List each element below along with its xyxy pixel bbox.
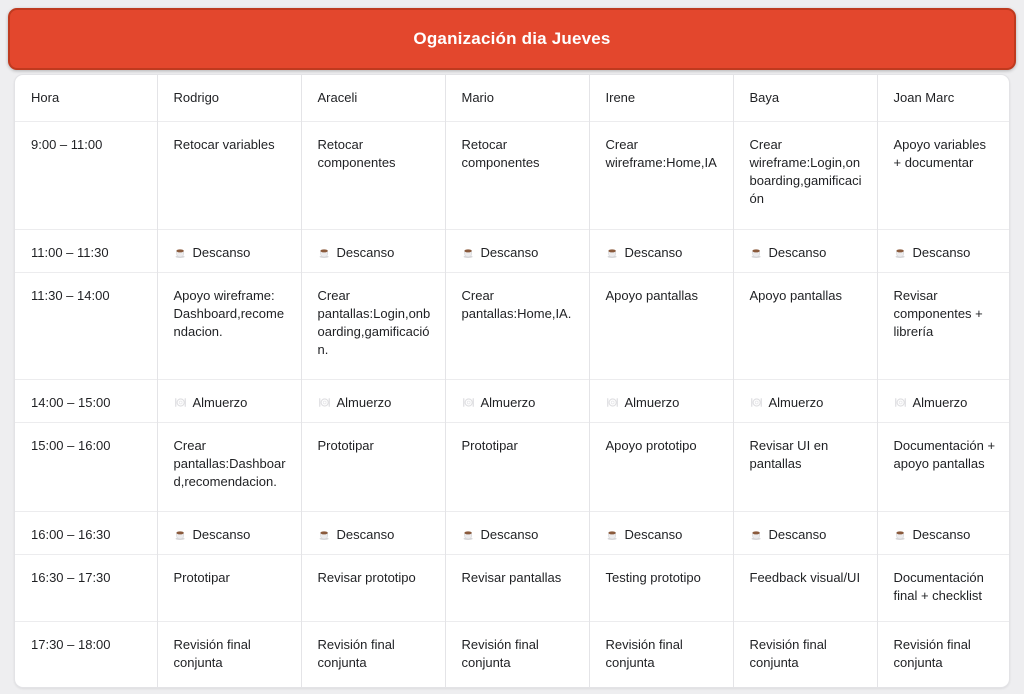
task-cell <box>301 272 445 379</box>
task-cell <box>445 379 589 422</box>
task-text: Crear pantallas:Dashboard,recomendacion. <box>173 437 286 489</box>
task-cell <box>733 511 877 554</box>
task-text: Almuerzo <box>768 394 824 410</box>
task-text: Revisión final conjunta <box>749 636 827 670</box>
task-cell <box>589 229 733 272</box>
task-cell <box>157 379 301 422</box>
task-cell <box>157 229 301 272</box>
task-text: Crear wireframe:Home,IA <box>605 136 717 170</box>
column-header-irene: Irene <box>589 75 733 121</box>
task-cell <box>877 511 1010 554</box>
task-cell <box>733 554 877 621</box>
column-header-baya: Baya <box>733 75 877 121</box>
time-cell: 17:30 – 18:00 <box>15 621 157 687</box>
coffee-icon <box>606 246 619 259</box>
task-cell <box>877 272 1010 379</box>
task-cell <box>301 229 445 272</box>
task-text: Descanso <box>480 244 539 260</box>
column-header-araceli: Araceli <box>301 75 445 121</box>
page-title: Oganización dia Jueves <box>413 29 611 48</box>
task-text: Descanso <box>336 526 395 542</box>
task-text: Almuerzo <box>624 394 680 410</box>
coffee-icon <box>894 246 907 259</box>
task-text: Revisión final conjunta <box>173 636 251 670</box>
task-text: Apoyo pantallas <box>605 287 699 303</box>
meal-icon <box>606 396 619 409</box>
coffee-icon <box>174 246 187 259</box>
table-row <box>15 511 1010 554</box>
schedule-card <box>14 74 1010 688</box>
meal-icon <box>462 396 475 409</box>
task-text: Apoyo wireframe: Dashboard,recomendacion. <box>173 287 285 339</box>
task-cell <box>733 621 877 687</box>
table-row <box>15 121 1010 229</box>
time-cell: 11:30 – 14:00 <box>15 272 157 379</box>
task-text: Descanso <box>768 526 827 542</box>
task-cell <box>733 121 877 229</box>
coffee-icon <box>318 528 331 541</box>
task-text: Crear pantallas:Login,onboarding,gamificación. <box>317 287 431 357</box>
meal-icon <box>894 396 907 409</box>
task-text: Descanso <box>192 244 251 260</box>
task-text: Almuerzo <box>912 394 968 410</box>
task-cell <box>589 621 733 687</box>
task-cell <box>157 511 301 554</box>
column-header-joan-marc: Joan Marc <box>893 89 955 105</box>
task-cell <box>877 422 1010 511</box>
task-text: Revisión final conjunta <box>461 636 539 670</box>
task-cell <box>157 422 301 511</box>
task-text: Descanso <box>912 526 971 542</box>
table-header <box>15 75 1010 121</box>
time-cell: 9:00 – 11:00 <box>15 121 157 229</box>
task-text: Feedback visual/UI <box>749 569 861 585</box>
task-text: Descanso <box>624 526 683 542</box>
time-cell: 16:30 – 17:30 <box>15 554 157 621</box>
task-text: Retocar componentes <box>461 136 540 170</box>
task-text: Revisar prototipo <box>317 569 416 585</box>
task-text: Almuerzo <box>480 394 536 410</box>
task-cell <box>157 272 301 379</box>
task-text: Prototipar <box>317 437 374 453</box>
task-text: Descanso <box>336 244 395 260</box>
task-cell <box>589 272 733 379</box>
task-cell <box>589 422 733 511</box>
task-text: Prototipar <box>461 437 518 453</box>
task-cell <box>733 229 877 272</box>
task-text: Documentación final + checklist <box>893 569 984 603</box>
task-cell <box>733 422 877 511</box>
task-cell <box>301 422 445 511</box>
task-cell <box>301 554 445 621</box>
task-text: Almuerzo <box>192 394 248 410</box>
column-header-rodrigo: Rodrigo <box>157 75 301 121</box>
task-cell <box>877 554 1010 621</box>
table-row <box>15 272 1010 379</box>
task-text: Apoyo variables + documentar <box>893 136 986 170</box>
task-cell <box>157 554 301 621</box>
coffee-icon <box>750 246 763 259</box>
task-text: Revisar pantallas <box>461 569 562 585</box>
coffee-icon <box>462 528 475 541</box>
task-text: Descanso <box>912 244 971 260</box>
task-text: Descanso <box>768 244 827 260</box>
task-cell <box>589 121 733 229</box>
coffee-icon <box>894 528 907 541</box>
table-row <box>15 229 1010 272</box>
task-cell <box>301 621 445 687</box>
table-row <box>15 422 1010 511</box>
coffee-icon <box>750 528 763 541</box>
task-text: Descanso <box>192 526 251 542</box>
task-cell <box>301 121 445 229</box>
task-cell <box>877 379 1010 422</box>
task-cell <box>589 379 733 422</box>
meal-icon <box>318 396 331 409</box>
task-text: Retocar componentes <box>317 136 396 170</box>
task-cell <box>733 379 877 422</box>
task-text: Revisar componentes + librería <box>893 287 983 339</box>
task-cell <box>157 121 301 229</box>
coffee-icon <box>606 528 619 541</box>
task-cell <box>301 379 445 422</box>
coffee-icon <box>174 528 187 541</box>
task-cell <box>301 511 445 554</box>
task-text: Prototipar <box>173 569 230 585</box>
task-cell <box>733 272 877 379</box>
task-cell <box>589 554 733 621</box>
task-text: Descanso <box>624 244 683 260</box>
task-cell <box>445 554 589 621</box>
task-cell <box>877 229 1010 272</box>
task-cell <box>877 121 1010 229</box>
task-cell <box>445 121 589 229</box>
table-body <box>15 121 1010 687</box>
task-text: Apoyo pantallas <box>749 287 843 303</box>
task-text: Revisión final conjunta <box>893 636 971 670</box>
column-header-hora: Hora <box>15 75 157 121</box>
meal-icon <box>750 396 763 409</box>
table-row <box>15 379 1010 422</box>
header-row <box>15 75 1010 121</box>
task-text: Revisión final conjunta <box>317 636 395 670</box>
task-cell <box>445 272 589 379</box>
task-text: Revisar UI en pantallas <box>749 437 829 471</box>
task-cell <box>445 422 589 511</box>
table-row <box>15 621 1010 687</box>
time-cell: 16:00 – 16:30 <box>15 511 157 554</box>
task-cell <box>157 621 301 687</box>
task-cell <box>445 621 589 687</box>
task-cell <box>877 621 1010 687</box>
page-title-banner <box>8 8 1016 70</box>
coffee-icon <box>462 246 475 259</box>
task-cell <box>589 511 733 554</box>
time-cell: 15:00 – 16:00 <box>15 422 157 511</box>
time-cell: 11:00 – 11:30 <box>15 229 157 272</box>
task-cell <box>445 511 589 554</box>
task-text: Testing prototipo <box>605 569 701 585</box>
coffee-icon <box>318 246 331 259</box>
task-text: Retocar variables <box>173 136 275 152</box>
task-text: Crear wireframe:Login,onboarding,gamificación <box>749 136 862 206</box>
column-header-mario: Mario <box>445 75 589 121</box>
table-row <box>15 554 1010 621</box>
task-cell <box>445 229 589 272</box>
meal-icon <box>174 396 187 409</box>
time-cell: 14:00 – 15:00 <box>15 379 157 422</box>
task-text: Almuerzo <box>336 394 392 410</box>
task-text: Revisión final conjunta <box>605 636 683 670</box>
task-text: Crear pantallas:Home,IA. <box>461 287 572 321</box>
schedule-table <box>15 75 1010 687</box>
task-text: Documentación + apoyo pantallas <box>893 437 996 471</box>
task-text: Apoyo prototipo <box>605 437 697 453</box>
task-text: Descanso <box>480 526 539 542</box>
